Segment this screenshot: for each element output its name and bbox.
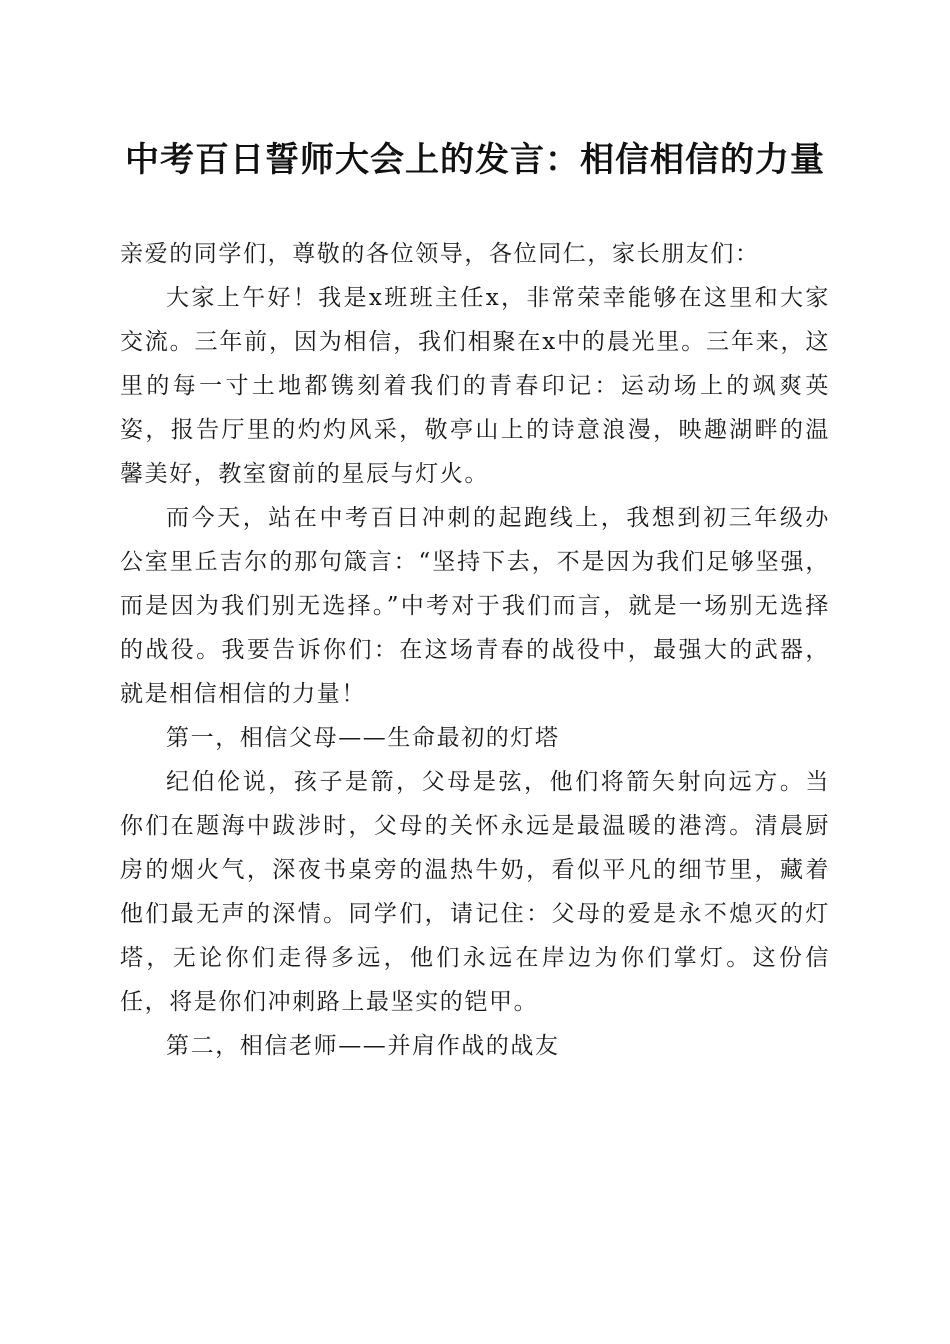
document-title: 中考百日誓师大会上的发言：相信相信的力量 (125, 140, 825, 180)
salutation: 亲爱的同学们，尊敬的各位领导，各位同仁，家长朋友们： (120, 241, 760, 267)
section-heading-teachers: 第二，相信老师——并肩作战的战友 (166, 1033, 560, 1059)
paragraph-greeting: 大家上午好！我是x班班主任x，非常荣幸能够在这里和大家交流。三年前，因为相信，我们相聚在x中的晨光里。三年来，这里的每一寸土地都镌刻着我们的青春印记：运动场上的飒爽英姿，报告厅里的灼灼风采，敬亭山上的诗意浪漫，映趣湖畔的温馨美好，教室窗前的星辰与灯火。 (120, 285, 830, 487)
paragraph-today: 而今天，站在中考百日冲刺的起跑线上，我想到初三年级办公室里丘吉尔的那句箴言：“坚持下去，不是因为我们足够坚强，而是因为我们别无选择。”中考对于我们而言，就是一场别无选择的战役。我要告诉你们：在这场青春的战役中，最强大的武器，就是相信相信的力量！ (120, 505, 830, 707)
document-body (120, 232, 830, 1068)
paragraph-parents: 纪伯伦说，孩子是箭，父母是弦，他们将箭矢射向远方。当你们在题海中跋涉时，父母的关怀永远是最温暖的港湾。清晨厨房的烟火气，深夜书桌旁的温热牛奶，看似平凡的细节里，藏着他们最无声的深情。同学们，请记住：父母的爱是永不熄灭的灯塔，无论你们走得多远，他们永远在岸边为你们掌灯。这份信任，将是你们冲刺路上最坚实的铠甲。 (120, 769, 830, 1015)
section-heading-parents: 第一，相信父母——生命最初的灯塔 (166, 725, 560, 751)
